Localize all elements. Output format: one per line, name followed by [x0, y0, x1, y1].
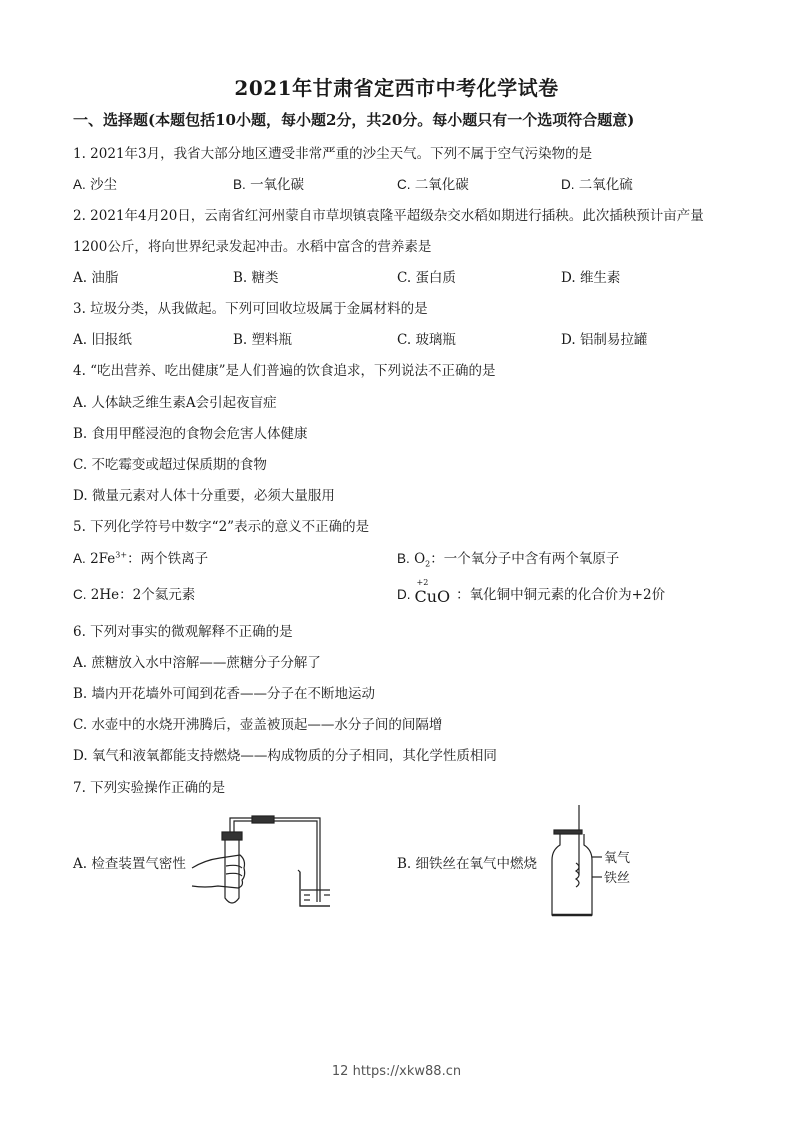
- q4-option-a[interactable]: A. 人体缺乏维生素A会引起夜盲症: [73, 395, 277, 411]
- question-3-stem: 3. 垃圾分类，从我做起。下列可回收垃圾属于金属材料的是: [73, 301, 428, 317]
- q2-option-b[interactable]: B. 糖类: [233, 270, 279, 286]
- question-4-stem: 4. “吃出营养、吃出健康”是人们普遍的饮食追求，下列说法不正确的是: [73, 363, 496, 379]
- q4-option-d[interactable]: D. 微量元素对人体十分重要，必须大量服用: [73, 488, 335, 504]
- q6-option-b[interactable]: B. 墙内开花墙外可闻到花香——分子在不断地运动: [73, 686, 376, 702]
- q3-option-b[interactable]: B. 塑料瓶: [233, 332, 293, 348]
- question-2-stem-cont: 1200公斤，将向世界纪录发起冲击。水稻中富含的营养素是: [73, 239, 432, 255]
- section-heading: 一、选择题(本题包括10小题，每小题2分，共20分。每小题只有一个选项符合题意): [73, 111, 635, 129]
- q3-option-d[interactable]: D. 铝制易拉罐: [561, 332, 648, 348]
- page-title: 2021年甘肃省定西市中考化学试卷: [234, 76, 559, 100]
- q6-option-a[interactable]: A. 蔗糖放入水中溶解——蔗糖分子分解了: [73, 655, 321, 671]
- q4-option-c[interactable]: C. 不吃霉变或超过保质期的食物: [73, 457, 267, 473]
- airtightness-check-figure: [190, 810, 330, 910]
- q1-option-c[interactable]: C. 二氧化碳: [397, 177, 469, 193]
- question-6-stem: 6. 下列对事实的微观解释不正确的是: [73, 624, 293, 640]
- question-1-stem: 1. 2021年3月，我省大部分地区遭受非常严重的沙尘天气。下列不属于空气污染物的是: [73, 146, 593, 162]
- cuo-formula: +2 CuO: [414, 578, 451, 606]
- iron-wire-combustion-figure: [550, 805, 650, 920]
- question-7-stem: 7. 下列实验操作正确的是: [73, 780, 226, 796]
- q5-option-c[interactable]: C. 2He：2个氦元素: [73, 587, 196, 603]
- question-2-stem: 2. 2021年4月20日，云南省红河州蒙自市草坝镇袁隆平超级杂交水稻如期进行插秧。此次插秧预计亩产量: [73, 208, 704, 224]
- q6-option-d[interactable]: D. 氧气和液氧都能支持燃烧——构成物质的分子相同，其化学性质相同: [73, 748, 497, 764]
- q1-option-d[interactable]: D. 二氧化硫: [561, 177, 633, 193]
- q6-option-c[interactable]: C. 水壶中的水烧开沸腾后，壶盖被顶起——水分子间的间隔增: [73, 717, 443, 733]
- q5-option-a[interactable]: A. $2Fe^{3+}$：两个铁离子: [73, 550, 209, 567]
- q7-option-a[interactable]: A. 检查装置气密性: [73, 856, 186, 872]
- q7-option-b[interactable]: B. 细铁丝在氧气中燃烧: [397, 856, 538, 872]
- q2-option-d[interactable]: D. 维生素: [561, 270, 621, 286]
- iron-wire-label: 铁丝: [604, 871, 631, 886]
- q3-option-a[interactable]: A. 旧报纸: [73, 332, 132, 348]
- page-footer: 12 https://xkw88.cn: [331, 1064, 462, 1079]
- q5-option-d[interactable]: D. +2 CuO ：氧化铜中铜元素的化合价为+2价: [397, 578, 666, 606]
- q1-option-a[interactable]: A. 沙尘: [73, 177, 118, 193]
- oxygen-label: 氧气: [604, 851, 631, 866]
- q3-option-c[interactable]: C. 玻璃瓶: [397, 332, 456, 348]
- q4-option-b[interactable]: B. 食用甲醛浸泡的食物会危害人体健康: [73, 426, 308, 442]
- q2-option-c[interactable]: C. 蛋白质: [397, 270, 456, 286]
- question-5-stem: 5. 下列化学符号中数字“2”表示的意义不正确的是: [73, 519, 370, 535]
- q1-option-b[interactable]: B. 一氧化碳: [233, 177, 305, 193]
- q2-option-a[interactable]: A. 油脂: [73, 270, 119, 286]
- q5-option-b[interactable]: B. $O_2$：一个氧分子中含有两个氧原子: [397, 551, 620, 569]
